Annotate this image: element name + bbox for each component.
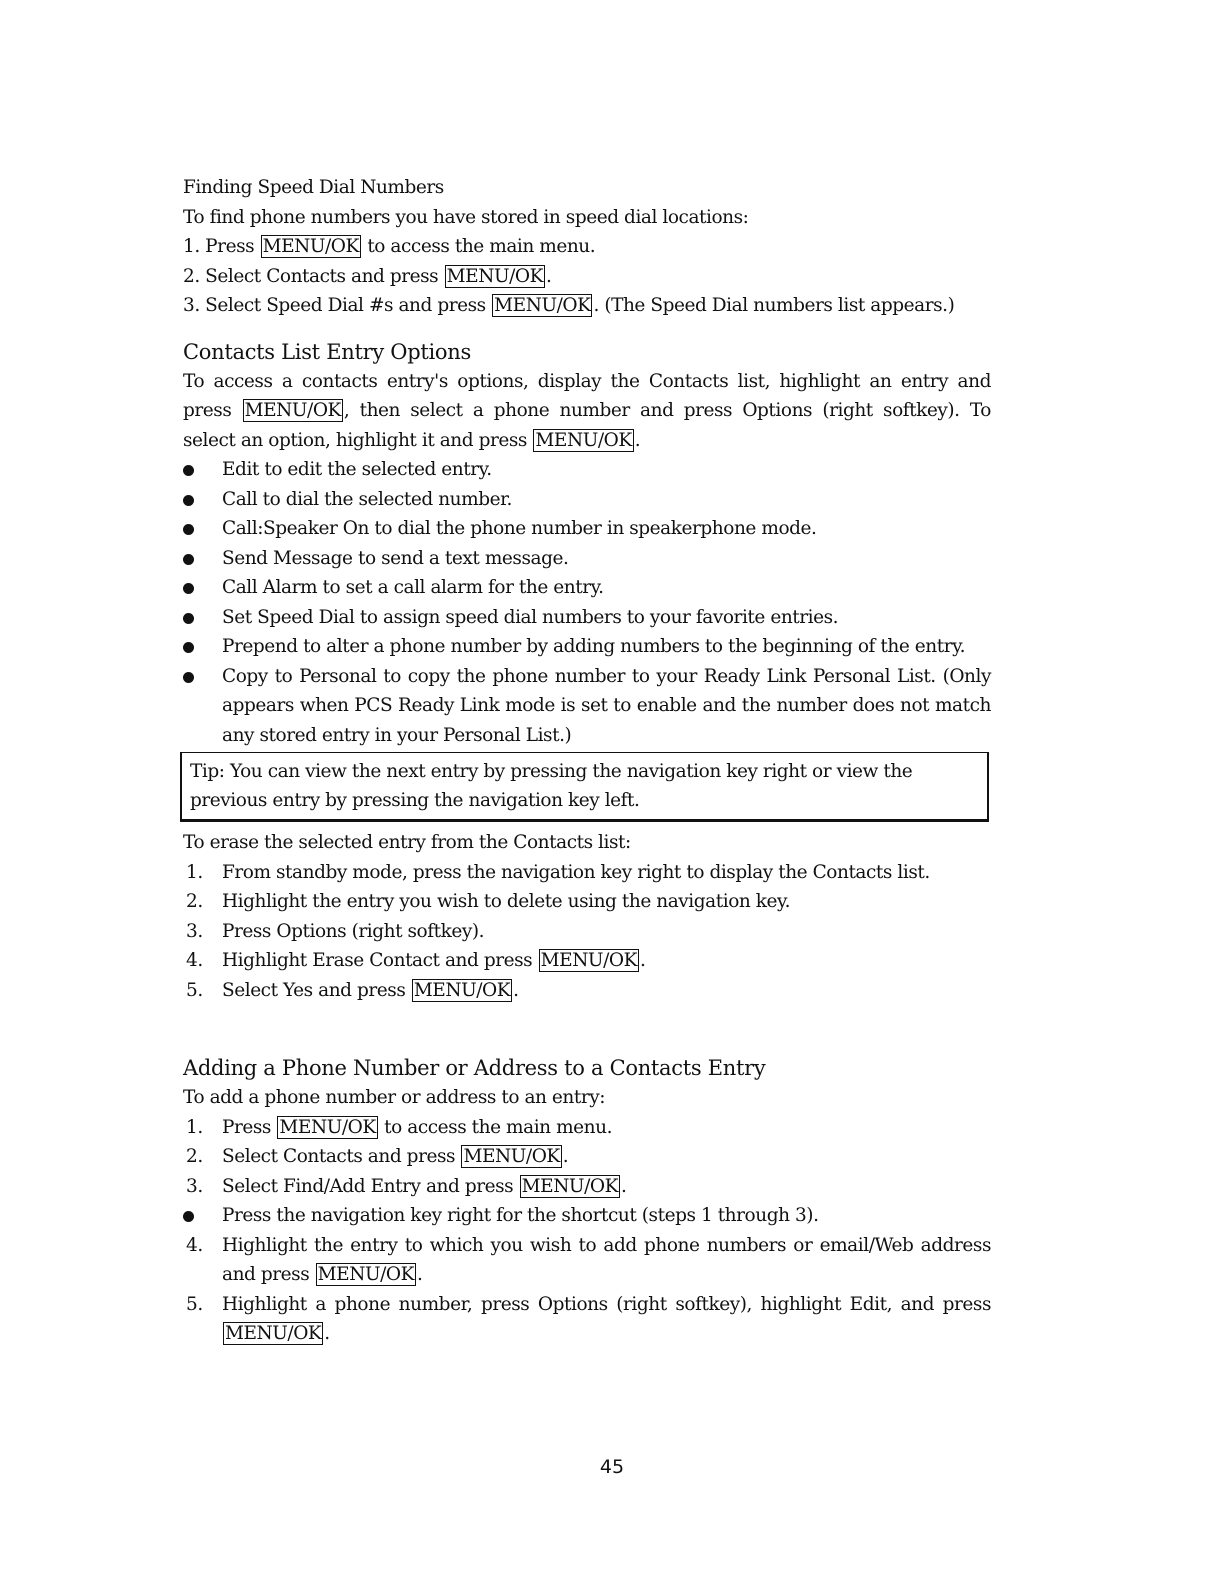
intro-text: To access a contacts entry's options, display the Contacts list, highlight an entry and press [183, 370, 991, 421]
bullet-text: Call:Speaker On to dial the phone number in speakerphone mode. [222, 518, 817, 539]
adding-intro: To add a phone number or address to an entry: [183, 1087, 606, 1108]
bullet-icon [183, 465, 194, 476]
step-text: Highlight a phone number, press Options (right softkey), highlight Edit, and press [222, 1293, 991, 1315]
step-number: 2. [186, 1146, 203, 1167]
adding-step [183, 1231, 991, 1290]
bullet-icon [183, 495, 194, 506]
step-number: 5. [186, 1293, 203, 1315]
step-number: 1. [186, 1116, 203, 1138]
bullet-icon [183, 642, 194, 653]
tip-box [180, 752, 989, 822]
bullet-item [183, 514, 991, 544]
adding-step [183, 1290, 991, 1349]
step-text: . [562, 1146, 569, 1167]
menu-ok-key: MENU/OK [494, 295, 591, 316]
bullet-item [183, 632, 991, 662]
step-text: . [513, 979, 519, 1001]
spacer [183, 1005, 991, 1053]
step-number: 5. [186, 979, 203, 1001]
erase-step [183, 858, 991, 888]
bullet-item [183, 603, 991, 633]
bullet-text: Call to dial the selected number. [222, 488, 512, 510]
step-text: 1. Press [183, 236, 260, 257]
adding-step [183, 1142, 991, 1172]
step-text: . [545, 265, 552, 287]
bullet-text: Edit to edit the selected entry. [222, 459, 492, 480]
step-text: 3. Select Speed Dial #s and press [183, 295, 492, 316]
menu-ok-key: MENU/OK [540, 950, 637, 971]
menu-ok-key: MENU/OK [279, 1116, 376, 1138]
step-text: . [620, 1175, 627, 1197]
page-number: 45 [599, 1456, 625, 1478]
bullet-icon [183, 583, 194, 594]
step-text: Select Contacts and press [222, 1146, 461, 1167]
entry-options-heading: Contacts List Entry Options [183, 339, 471, 364]
speed-dial-step-3 [183, 291, 991, 321]
step-text: Press [222, 1116, 277, 1138]
speed-dial-step-2 [183, 262, 991, 292]
step-text: Highlight the entry you wish to delete using the navigation key. [222, 891, 791, 912]
erase-intro: To erase the selected entry from the Contacts list: [183, 832, 631, 853]
shortcut-bullet [183, 1201, 991, 1231]
bullet-text: Copy to Personal to copy the phone number to your Ready Link Personal List. (Only appears when PCS Ready Link mode is set to enable and the number does not match any stored entry in your Personal List.) [222, 665, 991, 746]
menu-ok-key: MENU/OK [463, 1146, 560, 1167]
bullet-text: Set Speed Dial to assign speed dial numbers to your favorite entries. [222, 606, 839, 628]
step-number: 4. [186, 950, 203, 971]
erase-step [183, 976, 991, 1006]
bullet-item [183, 455, 991, 485]
step-number: 1. [186, 861, 203, 883]
bullet-item [183, 662, 991, 751]
speed-dial-intro: To find phone numbers you have stored in speed dial locations: [183, 206, 749, 228]
step-text: . [416, 1264, 423, 1285]
step-number: 3. [186, 920, 203, 942]
menu-ok-key: MENU/OK [225, 1323, 322, 1344]
bullet-icon [183, 524, 194, 535]
bullet-item [183, 544, 991, 574]
bullet-text: Send Message to send a text message. [222, 547, 569, 569]
menu-ok-key: MENU/OK [413, 979, 511, 1001]
step-text: From standby mode, press the navigation key right to display the Contacts list. [222, 861, 930, 883]
step-number: 2. [186, 891, 203, 912]
bullet-icon [183, 672, 194, 683]
intro-text: . [634, 429, 641, 451]
step-text: Select Yes and press [222, 979, 411, 1001]
step-text: to access the main menu. [361, 236, 596, 257]
bullet-text: Prepend to alter a phone number by adding numbers to the beginning of the entry. [222, 636, 966, 657]
step-text: 2. Select Contacts and press [183, 265, 444, 287]
speed-dial-step-1 [183, 232, 991, 262]
step-text: Highlight Erase Contact and press [222, 950, 538, 971]
document-page [183, 173, 991, 1349]
step-text: Press Options (right softkey). [222, 920, 485, 942]
entry-options-intro [183, 367, 991, 456]
step-text: . [324, 1323, 330, 1344]
step-text: . (The Speed Dial numbers list appears.) [593, 295, 955, 316]
bullet-text: Call Alarm to set a call alarm for the entry. [222, 577, 604, 598]
erase-step [183, 946, 991, 976]
menu-ok-key: MENU/OK [446, 265, 543, 287]
menu-ok-key: MENU/OK [535, 429, 632, 451]
bullet-item [183, 573, 991, 603]
tip-text: Tip: You can view the next entry by pressing the navigation key right or view the previous entry by pressing the navigation key left. [190, 761, 913, 811]
menu-ok-key: MENU/OK [244, 400, 341, 421]
step-number: 4. [186, 1234, 203, 1256]
step-text: Select Find/Add Entry and press [222, 1175, 519, 1197]
bullet-icon [183, 1211, 194, 1222]
step-text: to access the main menu. [378, 1116, 613, 1138]
bullet-icon [183, 613, 194, 624]
erase-step [183, 917, 991, 947]
adding-step [183, 1113, 991, 1143]
bullet-item [183, 485, 991, 515]
bullet-icon [183, 554, 194, 565]
spacer [183, 321, 991, 337]
bullet-text: Press the navigation key right for the shortcut (steps 1 through 3). [222, 1205, 819, 1226]
erase-step [183, 887, 991, 917]
intro-text: , then select a phone number and press Options (right softkey). To select an option, highlight it and press [183, 400, 991, 451]
menu-ok-key: MENU/OK [317, 1264, 414, 1285]
adding-heading: Adding a Phone Number or Address to a Contacts Entry [183, 1056, 766, 1080]
menu-ok-key: MENU/OK [262, 236, 359, 257]
step-number: 3. [186, 1175, 203, 1197]
adding-step [183, 1172, 991, 1202]
step-text: Highlight the entry to which you wish to add phone numbers or email/Web address and press [222, 1234, 991, 1285]
speed-dial-heading: Finding Speed Dial Numbers [183, 177, 444, 198]
menu-ok-key: MENU/OK [521, 1175, 618, 1197]
step-text: . [639, 950, 646, 971]
